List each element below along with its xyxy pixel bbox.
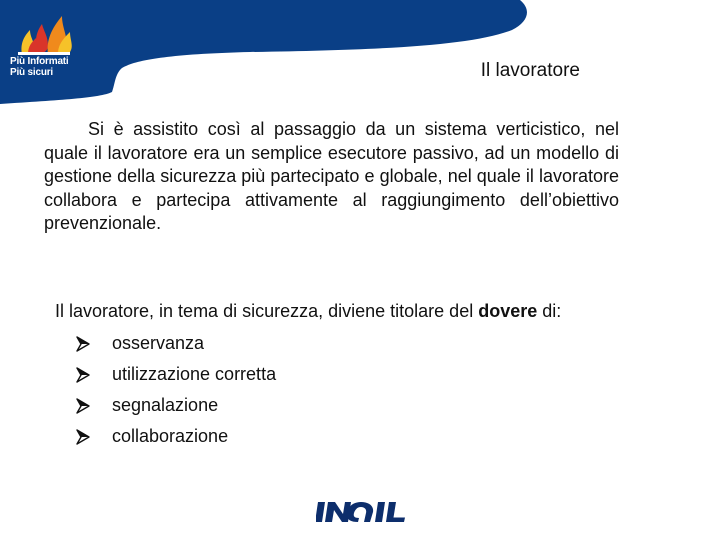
arrow-bullet-icon [74,366,112,384]
duty-label: collaborazione [112,426,229,446]
list-item [74,421,276,452]
intro-paragraph: Si è assistito così al passaggio da un sistema verticistico, nel quale il lavoratore era un semplice esecutore passivo, ad un modello di gestione della sicurezza più partecipato e globale, nel quale il lavoratore collabora e partecipa attivamente al raggiungimento dell’obiettivo prevenzionale. [44,119,619,233]
duty-label: segnalazione [112,395,219,415]
lead-text-before: Il lavoratore, in tema di sicurezza, diviene titolare del [55,301,479,321]
duty-label: utilizzazione corretta [112,364,277,384]
flame-logo-icon [8,2,78,58]
arrow-bullet-icon [74,335,112,353]
logo-text [10,56,69,78]
list-item [74,328,276,359]
duties-list [74,328,276,452]
arrow-bullet-icon [74,428,112,446]
duty-lead-sentence [55,299,715,323]
duty-label: osservanza [112,333,205,353]
inail-logo [316,498,411,524]
slide-title: Il lavoratore [480,60,580,81]
list-item [74,359,276,390]
header-banner [0,0,720,110]
lead-text-after: di: [537,301,562,321]
arrow-bullet-icon [74,397,112,415]
lead-bold-word: dovere [478,301,538,321]
logo-line-1: Più Informati [10,56,69,67]
list-item [74,390,276,421]
logo-line-2: Più sicuri [10,67,54,78]
